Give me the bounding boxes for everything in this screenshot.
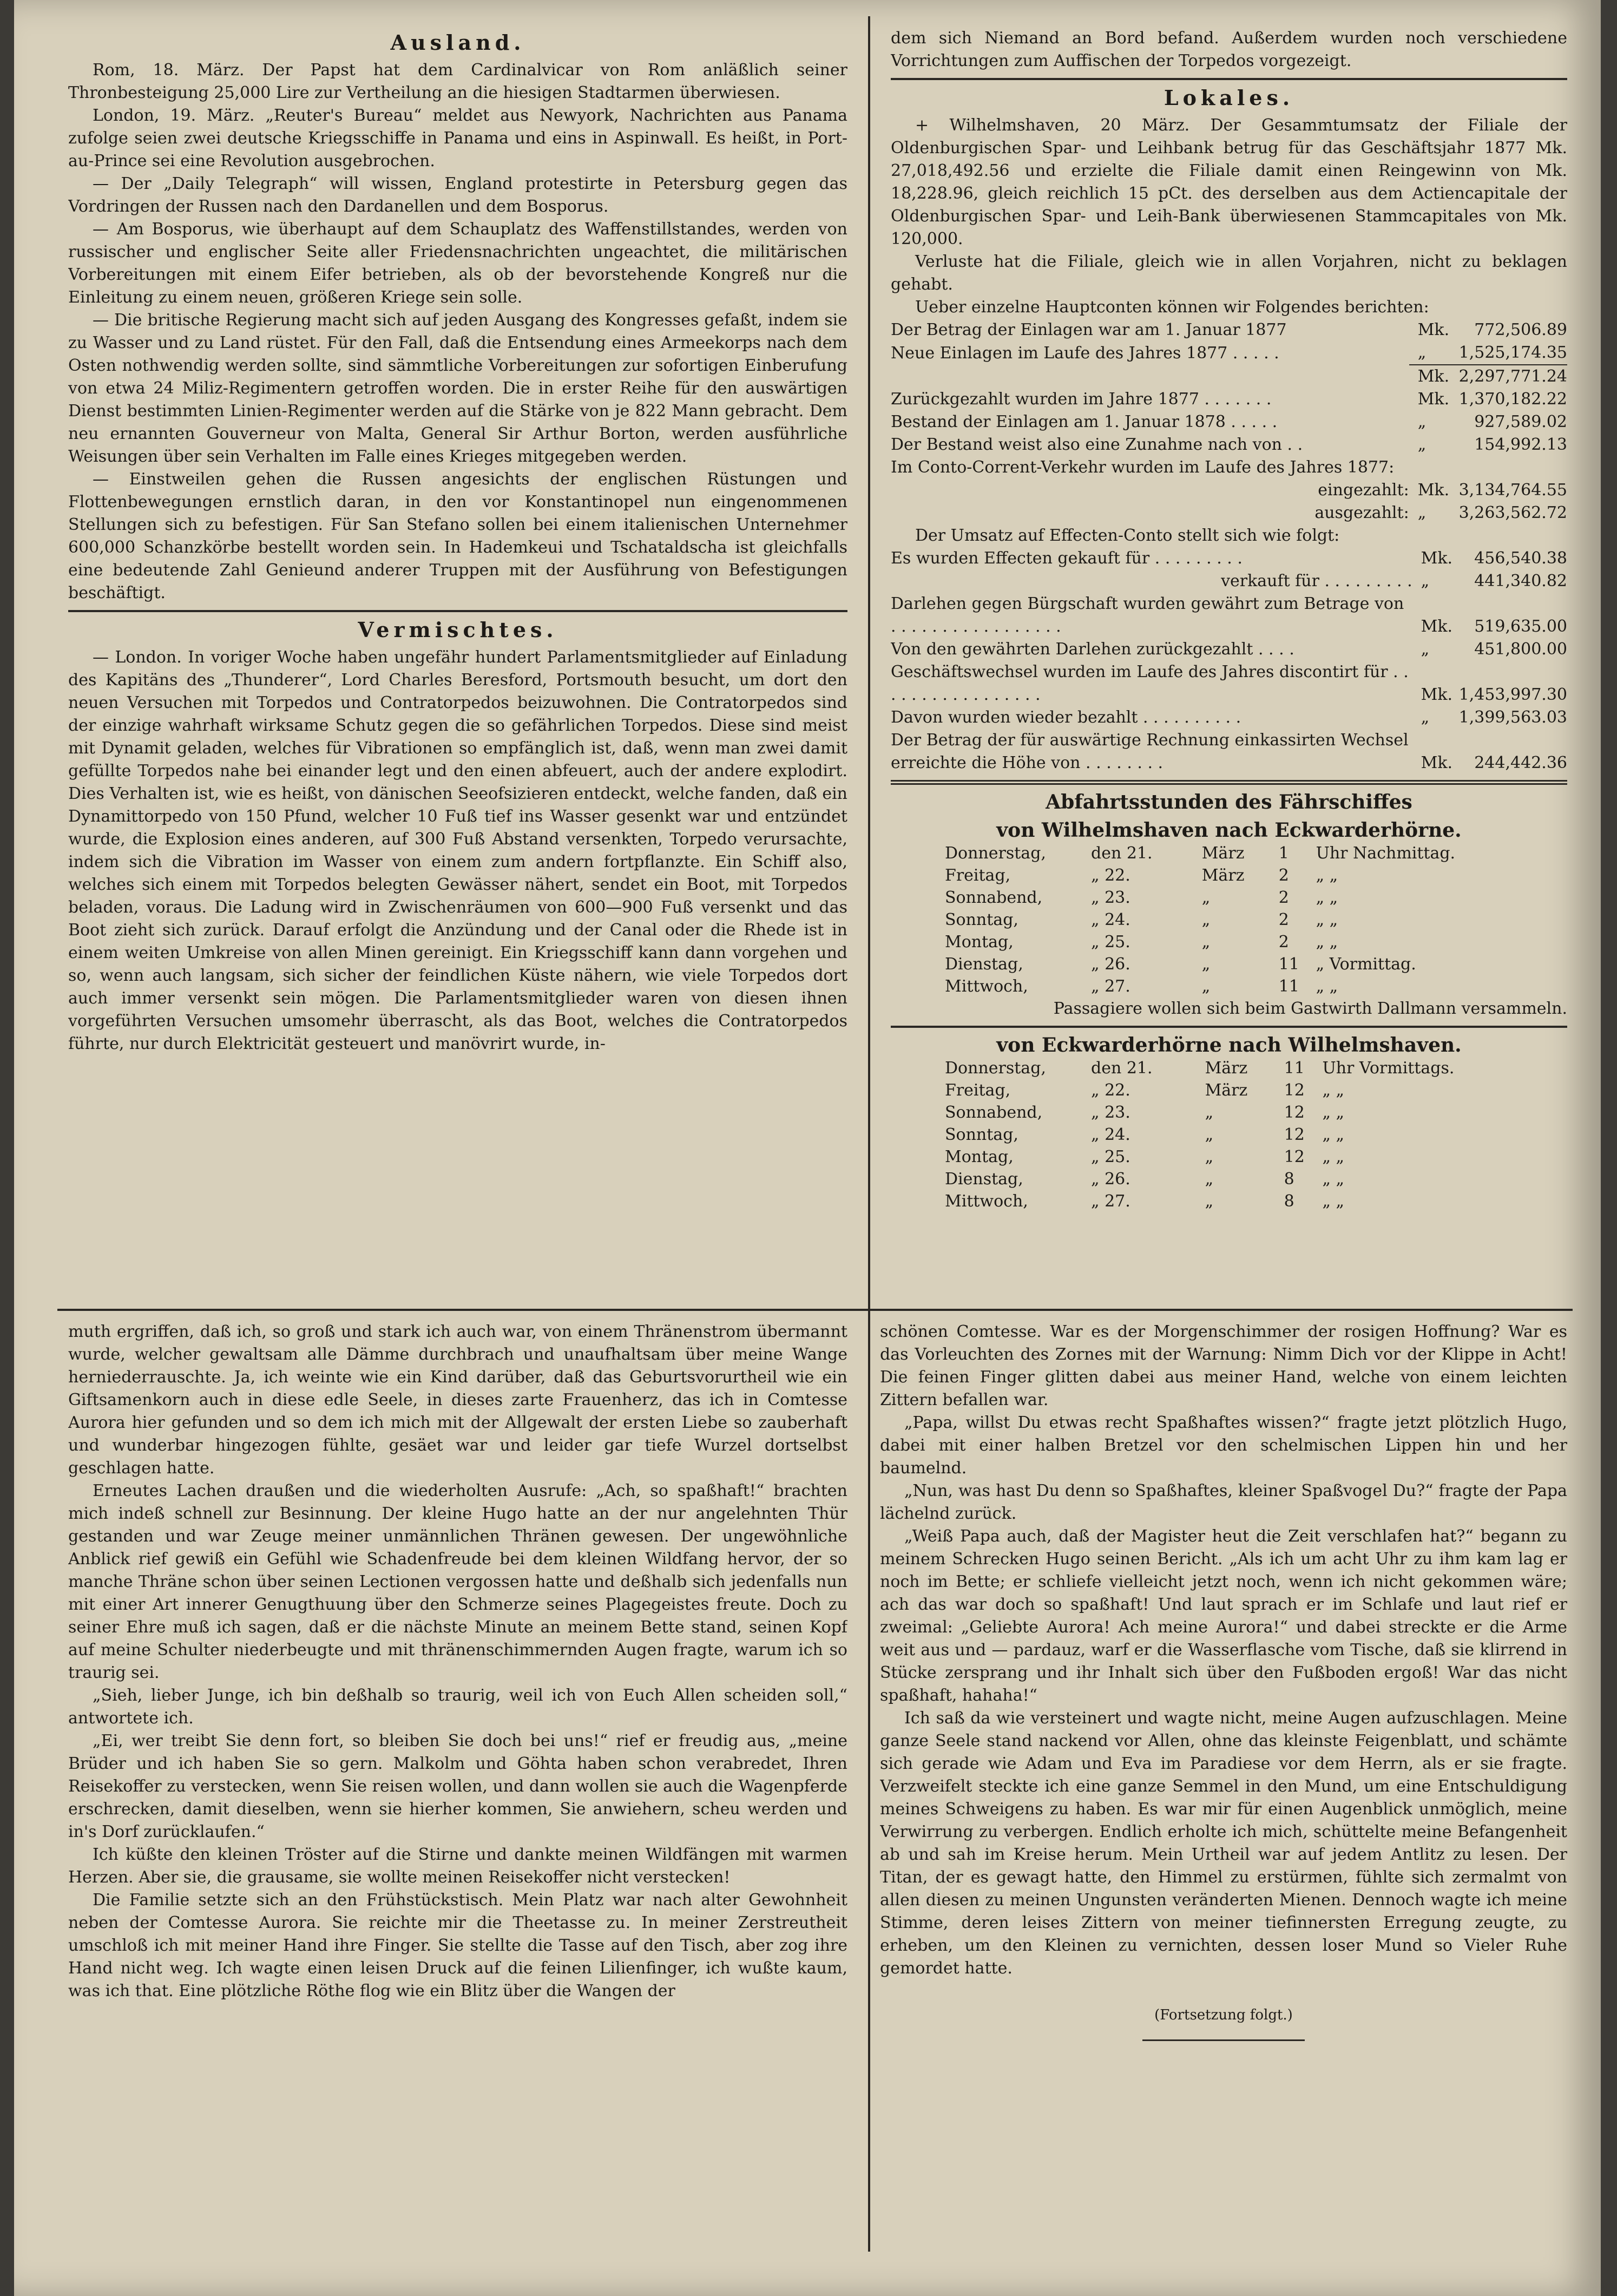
ferry-row [891, 1057, 1567, 1079]
ferry-date: „ 23. [1091, 888, 1130, 907]
story-paragraph: Ich küßte den kleinen Tröster auf die Stirne und dankte meinen Wildfängen mit warmen Herzen. Aber sie, die grausame, sie wollte meinen Reisekoffer nicht verstecken! [68, 1845, 847, 1887]
ferry-suffix: „ „ [1322, 1170, 1345, 1189]
account-amount: 927,589.02 [1474, 412, 1567, 431]
ferry-suffix: „ „ [1316, 888, 1338, 907]
account-label: Es wurden Effecten gekauft für . . . . . . . . . [891, 549, 1243, 568]
account-label [891, 365, 1409, 388]
account-label: ausgezahlt: [1314, 503, 1409, 522]
account-currency: „ [1421, 572, 1430, 591]
ferry-hour: 12 [1284, 1125, 1305, 1144]
account-currency: „ [1417, 435, 1427, 454]
account-row [891, 729, 1567, 775]
ferry-date: „ 27. [1091, 1192, 1130, 1211]
ferry-month: „ [1205, 1125, 1214, 1144]
account-row [891, 456, 1567, 479]
account-row [891, 502, 1567, 524]
story-paragraph: „Nun, was hast Du denn so Spaßhaftes, kleiner Spaßvogel Du?“ fragte der Papa lächelnd zurück. [880, 1481, 1567, 1523]
account-currency: Mk. [1421, 549, 1453, 568]
account-amount: 1,453,997.30 [1458, 685, 1567, 704]
account-amount: 451,800.00 [1474, 640, 1567, 659]
account-amount: 3,263,562.72 [1458, 503, 1567, 522]
ferry-suffix: „ „ [1322, 1192, 1345, 1211]
lokales-loss: Verluste hat die Filiale, gleich wie in allen Vorjahren, nicht zu beklagen gehabt. [891, 252, 1567, 294]
ferry-day: Dienstag, [945, 955, 1023, 974]
account-amount: 3,134,764.55 [1458, 481, 1567, 500]
ferry-row [891, 1190, 1567, 1212]
account-row [891, 411, 1567, 434]
ferry-hour: 11 [1284, 1059, 1305, 1078]
ferry-hour: 12 [1284, 1147, 1305, 1166]
ferry-day: Dienstag, [945, 1170, 1023, 1189]
ferry-month: März [1201, 844, 1245, 863]
ferry-suffix: „ „ [1316, 910, 1338, 929]
account-currency: Mk. [1421, 753, 1453, 772]
ferry-date: „ 26. [1091, 955, 1130, 974]
account-label: Der Betrag der Einlagen war am 1. Januar 1877 [891, 320, 1287, 339]
account-label: Von den gewährten Darlehen zurückgezahlt . . . . [891, 640, 1294, 659]
ferry-day: Freitag, [945, 866, 1011, 885]
account-amount: 244,442.36 [1474, 753, 1567, 772]
continued-text: dem sich Niemand an Bord befand. Außerdem wurden noch verschiedene Vorrichtungen zum Auffischen der Torpedos vorgezeigt. [891, 29, 1567, 70]
ferry-month: März [1201, 866, 1245, 885]
ferry-row [891, 1146, 1567, 1168]
ferry-month: „ [1205, 1170, 1214, 1189]
ferry-row [891, 1101, 1567, 1124]
end-rule [1142, 2039, 1305, 2041]
ferry-row [891, 887, 1567, 909]
account-amount [1456, 456, 1567, 479]
account-row [891, 388, 1567, 411]
ferry-hour: 12 [1284, 1103, 1305, 1122]
ferry-date: „ 24. [1091, 910, 1130, 929]
account-currency: Mk. [1417, 481, 1450, 500]
account-row [891, 638, 1567, 661]
ferry-day: Mittwoch, [945, 1192, 1028, 1211]
account-row [891, 479, 1567, 502]
ferry-row [891, 1168, 1567, 1190]
ausland-paragraph: — Der „Daily Telegraph“ will wissen, England protestirte in Petersburg gegen das Vordringen der Russen nach den Dardanellen und dem Bosporus. [68, 174, 847, 216]
ferry-suffix: „ „ [1322, 1081, 1345, 1100]
accounts-table-2 [891, 547, 1567, 775]
ferry-route-1: von Wilhelmshaven nach Eckwarderhörne. [996, 819, 1462, 842]
account-currency: „ [1421, 708, 1430, 727]
account-amount: 441,340.82 [1474, 572, 1567, 591]
account-label: Bestand der Einlagen am 1. Januar 1878 . . . . . [891, 412, 1278, 431]
ferry-day: Freitag, [945, 1081, 1011, 1100]
ferry-date: den 21. [1091, 1059, 1153, 1078]
ausland-paragraph: — Einstweilen gehen die Russen angesichts der englischen Rüstungen und Flottenbewegungen ernstlich daran, in den vor Konstantinopel nun eingenommenen Stellungen sich zu befestigen. Für San Stefano sollen bei einem italienischen Unternehmer 600,000 Schanzkörbe bestellt worden sein. In Hademkeui und Tschataldscha ist gleichfalls eine bedeutende Zahl Genieund anderer Truppen mit der Ausführung von Befestigungen beschäftigt. [68, 470, 847, 602]
ferry-suffix: „ „ [1322, 1103, 1345, 1122]
ferry-month: März [1205, 1059, 1248, 1078]
ferry-title: Abfahrtsstunden des Fährschiffes [1046, 791, 1412, 814]
ferry-date: „ 25. [1091, 933, 1130, 952]
story-paragraph: muth ergriffen, daß ich, so groß und stark ich auch war, von einem Thränenstrom übermannt wurde, welcher gewaltsam alle Dämme durchbrach und unaufhaltsam über meine Wange herniederrauschte. Ja, ich weinte wie ein Kind darüber, daß das Geburtsvorurtheil wie ein Giftsamenkorn auch in diese edle Seele, in dieses zarte Frauenherz, das ich in Comtesse Aurora hier gefunden und so dem ich mich mit der Allgewalt der ersten Liebe so zauberhaft und wunderbar hingezogen fühlte, gesäet war und leider gar tiefe Wurzel dortselbst geschlagen hatte. [68, 1322, 847, 1478]
ferry-month: „ [1201, 955, 1211, 974]
account-currency: Mk. [1417, 390, 1450, 409]
ferry-hour: 11 [1278, 977, 1299, 996]
ferry-hour: 2 [1278, 888, 1289, 907]
account-row [891, 661, 1567, 706]
account-amount: 1,525,174.35 [1458, 343, 1567, 362]
story-paragraph: Ich saß da wie versteinert und wagte nicht, meine Augen aufzuschlagen. Meine ganze Seele stand nackend vor Allen, ohne das kleinste Feigenblatt, und schämte sich gerade wie Adam und Eva im Paradiese vor dem Herrn, als er sie fragte. Verzweifelt steckte ich eine ganze Semmel in den Mund, um eine Entschuldigung meines Schweigens zu haben. Es war mir für einen Augenblick unmöglich, meine Verwirrung zu verbergen. Endlich erholte ich mich, schüttelte meine Befangenheit ab und sah im Kreise herum. Mein Urtheil war auf jedem Antlitz zu lesen. Der Titan, der es gewagt hatte, den Himmel zu erstürmen, fühlte sich zermalmt von allen diesen zu meinen Ungunsten veränderten Mienen. Dennoch wagte ich meine Stimme, deren leises Zittern von meiner tiefinnersten Erregung zeugte, zu erheben, um den Kleinen zu vernichten, dessen loser Mund so Vieler Ruhe gemordet hatte. [880, 1709, 1567, 1978]
ferry-route-2: von Eckwarderhörne nach Wilhelmshaven. [996, 1034, 1462, 1057]
ferry-row [891, 931, 1567, 953]
ferry-date: „ 27. [1091, 977, 1130, 996]
ferry-schedule-1 [891, 842, 1567, 998]
ferry-row [891, 864, 1567, 887]
account-amount: 1,370,182.22 [1458, 390, 1567, 409]
account-currency: Mk. [1409, 365, 1456, 388]
lokales-konten-intro: Ueber einzelne Hauptconten können wir Folgendes berichten: [915, 298, 1429, 317]
ferry-date: „ 24. [1091, 1125, 1130, 1144]
ferry-date: „ 22. [1091, 866, 1130, 885]
ferry-suffix: „ „ [1316, 977, 1338, 996]
account-row [891, 365, 1567, 388]
ferry-day: Sonnabend, [945, 1103, 1043, 1122]
ferry-suffix: „ Vormittag. [1316, 955, 1416, 974]
continuation-note: (Fortsetzung folgt.) [1154, 2007, 1293, 2023]
ferry-day: Sonntag, [945, 910, 1018, 929]
ferry-row [891, 842, 1567, 864]
ausland-heading: Ausland. [390, 30, 525, 55]
accounts-table-1 [891, 319, 1567, 524]
account-currency: „ [1417, 343, 1427, 362]
ferry-month: „ [1205, 1192, 1214, 1211]
account-row [891, 342, 1567, 365]
story-paragraph: Die Familie setzte sich an den Frühstückstisch. Mein Platz war nach alter Gewohnheit neben der Comtesse Aurora. Sie reichte mir die Theetasse zu. In meiner Zerstreutheit umschloß ich mit meiner Hand ihre Finger. Sie stellte die Tasse auf den Tisch, aber zog ihre Hand nicht weg. Ich wagte einen leisen Druck auf die feinen Lilienfinger, ich wußte kaum, was ich that. Eine plötzliche Röthe flog wie ein Blitz über die Wangen der [68, 1891, 847, 2000]
account-currency: „ [1417, 503, 1427, 522]
account-label: Geschäftswechsel wurden im Laufe des Jahres discontirt für . . . . . . . . . . . . . . . . . [891, 662, 1409, 704]
ferry-suffix: „ „ [1316, 933, 1338, 952]
ausland-paragraph: — Am Bosporus, wie überhaupt auf dem Schauplatz des Waffenstillstandes, werden von russischer und englischer Seite aller Friedensnachrichten ungeachtet, die militärischen Vorbereitungen mit einem Eifer betrieben, als ob der bevorstehende Kongreß nur die Einleitung zu einem neuen, größeren Kriege sein solle. [68, 220, 847, 307]
account-row [891, 570, 1567, 593]
rule [68, 610, 847, 612]
ferry-day: Mittwoch, [945, 977, 1028, 996]
ferry-date: den 21. [1091, 844, 1153, 863]
ferry-day: Donnerstag, [945, 844, 1046, 863]
account-label: Im Conto-Corrent-Verkehr wurden im Laufe des Jahres 1877: [891, 458, 1395, 477]
feuilleton-left [68, 1321, 847, 2252]
ferry-date: „ 23. [1091, 1103, 1130, 1122]
ferry-row [891, 1079, 1567, 1101]
ferry-hour: 2 [1278, 866, 1289, 885]
account-amount: 519,635.00 [1474, 617, 1567, 636]
story-paragraph: „Ei, wer treibt Sie denn fort, so bleiben Sie doch bei uns!“ rief er freudig aus, „meine Brüder und ich haben Sie so gern. Malkolm und Göhta haben schon verabredet, Ihren Reisekoffer zu verstecken, wenn Sie reisen wollen, und dann wollen sie auch die Wagenpferde erschrecken, damit dieselben, wenn sie hierher kommen, Sie anwiehern, scheu werden und in's Dorf zurücklaufen.“ [68, 1731, 847, 1841]
column-left-top [68, 27, 847, 1310]
account-currency [1409, 456, 1456, 479]
effecten-intro: Der Umsatz auf Effecten-Conto stellt sich wie folgt: [915, 526, 1340, 545]
account-row [891, 319, 1567, 342]
account-label: eingezahlt: [1318, 481, 1409, 500]
ferry-date: „ 26. [1091, 1170, 1130, 1189]
story-paragraph: schönen Comtesse. War es der Morgenschimmer der rosigen Hoffnung? War es das Vorleuchten des Zornes mit der Warnung: Nimm Dich vor der Klippe in Acht! Die feinen Finger glitten dabei aus meiner Hand, welche von einem leichten Zittern befallen war. [880, 1322, 1567, 1409]
account-label: Zurückgezahlt wurden im Jahre 1877 . . . . . . . [891, 390, 1272, 409]
ferry-hour: 8 [1284, 1192, 1294, 1211]
ferry-schedule-2 [891, 1057, 1567, 1212]
ferry-month: „ [1205, 1103, 1214, 1122]
account-label: Der Betrag der für auswärtige Rechnung einkassirten Wechsel erreichte die Höhe von . . . . . . . . [891, 731, 1409, 772]
ferry-day: Montag, [945, 1147, 1014, 1166]
ferry-day: Donnerstag, [945, 1059, 1046, 1078]
ferry-hour: 8 [1284, 1170, 1294, 1189]
ausland-paragraph: London, 19. März. „Reuter's Bureau“ meldet aus Newyork, Nachrichten aus Panama zufolge seien zwei deutsche Kriegsschiffe in Panama und eins in Aspinwall. Es heißt, in Port-au-Prince sei eine Revolution ausgebrochen. [68, 106, 847, 170]
account-amount: 772,506.89 [1474, 320, 1567, 339]
account-amount: 456,540.38 [1474, 549, 1567, 568]
feuilleton-right [880, 1321, 1567, 2252]
ferry-suffix: „ „ [1316, 866, 1338, 885]
story-paragraph: „Sieh, lieber Junge, ich bin deßhalb so traurig, weil ich von Euch Allen scheiden soll,“ antwortete ich. [68, 1686, 847, 1728]
account-label: Darlehen gegen Bürgschaft wurden gewährt zum Betrage von . . . . . . . . . . . . . . . . . [891, 594, 1404, 636]
story-paragraph: Erneutes Lachen draußen und die wiederholten Ausrufe: „Ach, so spaßhaft!“ brachten mich indeß schnell zur Besinnung. Der kleine Hugo hatte an der nur angelehnten Thür gestanden und war Zeuge meiner unmännlichen Thränen gewesen. Der ungewöhnliche Anblick rief gewiß ein Gefühl wie Schadenfreude bei dem kleinen Wildfang hervor, der so manche Thräne schon über seinen Lectionen vergossen hatte und deßhalb sich jedenfalls nun mit einer Art innerer Genugthuung über den Schmerze seines Plagegeistes freute. Doch zu seiner Ehre muß ich sagen, daß er die nächste Minute an meinem Bette stand, seinen Kopf auf meine Schulter niederbeugte und mit thränenschimmernden Augen fragte, warum ich so traurig sei. [68, 1481, 847, 1682]
account-label: Der Bestand weist also eine Zunahme nach von . . [891, 435, 1303, 454]
story-paragraph: „Papa, willst Du etwas recht Spaßhaftes wissen?“ fragte jetzt plötzlich Hugo, dabei mit einer halben Bretzel vor den schelmischen Lippen hin und her baumelnd. [880, 1413, 1567, 1478]
ferry-row [891, 909, 1567, 931]
account-currency: Mk. [1421, 617, 1453, 636]
rule [891, 78, 1567, 80]
ferry-month: „ [1201, 910, 1211, 929]
account-amount: 1,399,563.03 [1458, 708, 1567, 727]
ferry-suffix: Uhr Nachmittag. [1316, 844, 1456, 863]
column-right-top [891, 27, 1567, 1310]
account-label: Davon wurden wieder bezahlt . . . . . . . . . . [891, 708, 1241, 727]
column-divider [868, 16, 870, 2252]
ferry-suffix: „ „ [1322, 1125, 1345, 1144]
vermischtes-paragraph: — London. In voriger Woche haben ungefähr hundert Parlamentsmitglieder auf Einladung des Kapitäns des „Thunderer“, Lord Charles Beresford, Portsmouth besucht, um dort den neuen Versuchen mit Torpedos und Contratorpedos beizuwohnen. Die Contratorpedos sind der einzige wahrhaft wirksame Schutz gegen die so gefährlichen Torpedos. Diese sind meist mit Dynamit geladen, welches für Vibrationen so empfänglich ist, daß, wenn man zwei damit gefüllte Torpedos nahe bei einander legt und den einen abfeuert, auch der andere explodirt. Dies Verhalten ist, wie es heißt, von dänischen Seeofsizieren entdeckt, welche fanden, daß ein Dynamittorpedo von 150 Pfund, welcher 10 Fuß tief ins Wasser gesenkt war und entzündet wurde, die Explosion eines anderen, auf 300 Fuß Abstand versenkten, Torpedo verursachte, indem sich die Vibration im Wasser von einem zum andern fortpflanzte. Ein Schiff also, welches sich einem mit Torpedos belegten Gewässer nähert, sendet ein Boot, mit Torpedos beladen, voraus. Die Ladung wird in Zwischenräumen von 600—900 Fuß versenkt und das Boot zieht sich zurück. Darauf erfolgt die Anzündung und der Canal oder die Rhede ist in einem weiten Umkreise von allen Minen gereinigt. Ein Kriegsschiff kann dann vorgehen und so, wenn auch langsam, sich sicher der feindlichen Küste nähern, wie viele Torpedos dort auch immer versenkt sein mögen. Die Parlamentsmitglieder waren von diesen ihnen vorgeführten Versuchen umsomehr überrascht, als das Boot, welches die Contratorpedos führte, nur durch Elektricität gesteuert und manövrirt wurde, in- [68, 648, 847, 1053]
account-currency: Mk. [1421, 685, 1453, 704]
ferry-month: März [1205, 1081, 1248, 1100]
ferry-row [891, 953, 1567, 975]
ferry-month: „ [1201, 977, 1211, 996]
account-label: verkauft für . . . . . . . . . [1221, 572, 1412, 591]
lokales-heading: Lokales. [1164, 86, 1294, 110]
ferry-hour: 2 [1278, 933, 1289, 952]
ferry-month: „ [1205, 1147, 1214, 1166]
ferry-day: Sonntag, [945, 1125, 1018, 1144]
ferry-suffix: Uhr Vormittags. [1322, 1059, 1455, 1078]
story-paragraph: „Weiß Papa auch, daß der Magister heut die Zeit verschlafen hat?“ begann zu meinem Schrecken Hugo seinen Bericht. „Als ich um acht Uhr zu ihm kam lag er noch im Bette; er schliefe vielleicht jetzt noch, wenn ich nicht gekommen wäre; ach das war doch so spaßhaft! Und laut sprach er im Schlafe und laut rief er zweimal: „Geliebte Aurora! Ach meine Aurora!“ und dabei streckte er die Arme weit aus und — pardauz, warf er die Wasserflasche vom Tische, daß sie klirrend in Stücke zersprang und ihr Inhalt sich über den Fußboden ergoß! War das nicht spaßhaft, hahaha!“ [880, 1527, 1567, 1705]
account-label: Neue Einlagen im Laufe des Jahres 1877 . . . . . [891, 344, 1279, 363]
ferry-note: Passagiere wollen sich beim Gastwirth Dallmann versammeln. [1053, 999, 1567, 1018]
account-currency: „ [1417, 412, 1427, 431]
ferry-day: Sonnabend, [945, 888, 1043, 907]
ferry-month: „ [1201, 933, 1211, 952]
account-amount: 2,297,771.24 [1456, 365, 1567, 388]
account-row [891, 547, 1567, 570]
ferry-row [891, 975, 1567, 998]
account-row [891, 434, 1567, 456]
ferry-hour: 2 [1278, 910, 1289, 929]
ferry-date: „ 22. [1091, 1081, 1130, 1100]
lokales-intro: + Wilhelmshaven, 20 März. Der Gesammtumsatz der Filiale der Oldenburgischen Spar- und Leihbank betrug für das Geschäftsjahr 1877 Mk. 27,018,492.56 und erzielte die Filiale damit einen Reingewinn von Mk. 18,228.96, gleich reichlich 15 pCt. des derselben aus dem Actiencapitale der Oldenburgischen Spar- und Leih-Bank überwiesenen Stammcapitales von Mk. 120,000. [891, 116, 1567, 248]
ferry-date: „ 25. [1091, 1147, 1130, 1166]
account-row [891, 593, 1567, 638]
ferry-row [891, 1124, 1567, 1146]
ferry-day: Montag, [945, 933, 1014, 952]
rule [891, 1026, 1567, 1028]
newspaper-page [14, 0, 1601, 2296]
ferry-hour: 11 [1278, 955, 1299, 974]
ferry-hour: 12 [1284, 1081, 1305, 1100]
ferry-month: „ [1201, 888, 1211, 907]
double-rule [891, 780, 1567, 785]
account-amount: 154,992.13 [1474, 435, 1567, 454]
ausland-paragraph: — Die britische Regierung macht sich auf jeden Ausgang des Kongresses gefaßt, indem sie zu Wasser und zu Land rüstet. Für den Fall, daß die Entsendung eines Armeekorps nach dem Osten nothwendig werden sollte, sind sämmtliche Vorbereitungen zur sofortigen Einberufung von etwa 24 Miliz-Regimentern getroffen worden. Die in erster Reihe für den auswärtigen Dienst bestimmten Linien-Regimenter werden auf die Stärke von je 822 Mann gebracht. Dem neu ernannten Gouverneur von Malta, General Sir Arthur Borton, werden ausführliche Weisungen über sein Verhalten im Falle eines Krieges mitgegeben werden. [68, 311, 847, 466]
ausland-paragraph: Rom, 18. März. Der Papst hat dem Cardinalvicar von Rom anläßlich seiner Thronbesteigung 25,000 Lire zur Vertheilung an die hiesigen Stadtarmen überwiesen. [68, 61, 847, 102]
account-row [891, 706, 1567, 729]
vermischtes-heading: Vermischtes. [358, 618, 558, 642]
account-currency: Mk. [1417, 320, 1450, 339]
ferry-hour: 1 [1278, 844, 1289, 863]
account-currency: „ [1421, 640, 1430, 659]
ferry-suffix: „ „ [1322, 1147, 1345, 1166]
